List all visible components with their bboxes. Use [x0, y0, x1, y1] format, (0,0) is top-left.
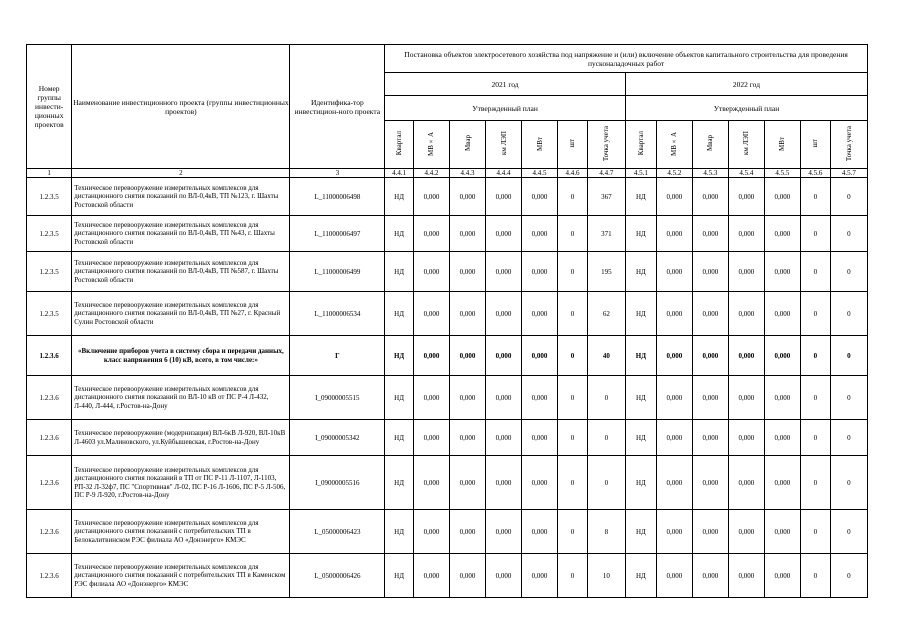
value-2021-cell: 0,000: [413, 554, 449, 598]
project-name-cell: Техническое перевооружение измерительных комплексов для дистанционного снятия показаний по ВЛ-10 кВ от ПС Р-4 Л-432, Л-440, Л-444, г.Ростов-на-Дону: [72, 376, 290, 420]
value-2022-cell: 0,000: [656, 554, 692, 598]
header-unit-label: МВ×А: [427, 131, 436, 156]
value-2022-cell: 0: [830, 554, 867, 598]
value-2022-cell: 0,000: [656, 216, 692, 252]
value-2022-cell: НД: [625, 178, 656, 216]
value-2022-cell: 0,000: [728, 336, 764, 376]
group-number-cell: 1.2.3.6: [27, 420, 72, 456]
value-2021-cell: НД: [385, 336, 414, 376]
value-2021-cell: 0,000: [522, 510, 558, 554]
value-2022-cell: 0: [830, 420, 867, 456]
table-row: [27, 376, 868, 420]
group-number-cell: 1.2.3.6: [27, 510, 72, 554]
column-number: 4.4.3: [450, 169, 486, 178]
value-2022-cell: 0,000: [656, 510, 692, 554]
value-2021-cell: 0,000: [413, 420, 449, 456]
value-2021-cell: 0,000: [486, 456, 522, 510]
value-2022-cell: НД: [625, 376, 656, 420]
value-2022-cell: 0: [800, 554, 830, 598]
column-number: 4.5.6: [800, 169, 830, 178]
column-number: 4.5.2: [656, 169, 692, 178]
header-unit-cell: [800, 121, 830, 169]
value-2022-cell: 0: [800, 510, 830, 554]
column-number: 4.4.4: [486, 169, 522, 178]
column-number: 2: [72, 169, 290, 178]
value-2021-cell: 0: [558, 376, 588, 420]
value-2022-cell: НД: [625, 216, 656, 252]
value-2021-cell: 0,000: [486, 336, 522, 376]
value-2021-cell: 0: [587, 420, 625, 456]
value-2021-cell: 0,000: [486, 420, 522, 456]
header-unit-cell: [587, 121, 625, 169]
group-number-cell: 1.2.3.5: [27, 292, 72, 336]
value-2021-cell: 0,000: [486, 216, 522, 252]
value-2022-cell: 0,000: [656, 376, 692, 420]
value-2021-cell: 0,000: [450, 554, 486, 598]
header-unit-label: км ЛЭП: [742, 131, 751, 156]
value-2021-cell: 0: [558, 510, 588, 554]
value-2021-cell: 0,000: [413, 456, 449, 510]
header-unit-label: Точка учета: [844, 125, 853, 162]
header-approved-plan-2021: Утвержденный план: [385, 96, 626, 121]
value-2021-cell: 0,000: [486, 292, 522, 336]
value-2021-cell: 0: [587, 376, 625, 420]
value-2021-cell: 8: [587, 510, 625, 554]
value-2021-cell: НД: [385, 252, 414, 292]
value-2022-cell: НД: [625, 252, 656, 292]
value-2022-cell: 0,000: [764, 376, 800, 420]
header-year-2022: 2022 год: [625, 73, 867, 96]
value-2021-cell: НД: [385, 178, 414, 216]
value-2021-cell: 0,000: [522, 216, 558, 252]
value-2022-cell: 0,000: [692, 510, 728, 554]
value-2021-cell: 0,000: [486, 554, 522, 598]
header-unit-label: Точка учета: [602, 125, 611, 162]
value-2021-cell: 0: [558, 216, 588, 252]
value-2021-cell: 371: [587, 216, 625, 252]
header-unit-cell: [385, 121, 414, 169]
value-2022-cell: 0,000: [656, 420, 692, 456]
header-unit-cell: [450, 121, 486, 169]
value-2021-cell: 0,000: [413, 510, 449, 554]
project-id-cell: I_09000005342: [290, 420, 385, 456]
value-2022-cell: 0,000: [656, 292, 692, 336]
project-name-cell: Техническое перевооружение (модернизация) ВЛ-6кВ Л-920, ВЛ-10кВ Л-4603 ул.Малиновского, ул.Куйбышевская, г.Ростов-на-Дону: [72, 420, 290, 456]
group-number-cell: 1.2.3.6: [27, 336, 72, 376]
value-2021-cell: 367: [587, 178, 625, 216]
project-id-cell: L_11000006498: [290, 178, 385, 216]
table-row: [27, 456, 868, 510]
value-2021-cell: 0,000: [450, 510, 486, 554]
group-number-cell: 1.2.3.5: [27, 252, 72, 292]
column-number: 4.5.7: [830, 169, 867, 178]
value-2021-cell: 0,000: [486, 510, 522, 554]
header-unit-label: Квартал: [395, 131, 404, 156]
column-number: 4.4.2: [413, 169, 449, 178]
value-2022-cell: НД: [625, 292, 656, 336]
table-row: [27, 420, 868, 456]
project-name-cell: Техническое перевооружение измерительных комплексов для дистанционного снятия показаний по ВЛ-0,4кВ, ТП №27, г. Красный Сулин Ростовской области: [72, 292, 290, 336]
column-number: 4.4.6: [558, 169, 588, 178]
column-number: 4.4.7: [587, 169, 625, 178]
table-row: [27, 510, 868, 554]
column-number: 4.5.3: [692, 169, 728, 178]
header-identifier: Идентифика-тор инвестицион-ного проекта: [290, 45, 385, 169]
value-2021-cell: НД: [385, 376, 414, 420]
header-unit-cell: [558, 121, 588, 169]
value-2021-cell: 0,000: [413, 376, 449, 420]
value-2022-cell: 0,000: [692, 336, 728, 376]
value-2022-cell: НД: [625, 456, 656, 510]
value-2022-cell: 0,000: [728, 178, 764, 216]
header-unit-label: шт: [811, 139, 820, 148]
value-2021-cell: 0: [558, 554, 588, 598]
table-row: [27, 178, 868, 216]
value-2022-cell: 0: [830, 252, 867, 292]
value-2021-cell: 10: [587, 554, 625, 598]
value-2021-cell: НД: [385, 554, 414, 598]
value-2022-cell: 0: [800, 178, 830, 216]
value-2021-cell: 0,000: [413, 292, 449, 336]
value-2022-cell: 0: [830, 456, 867, 510]
value-2022-cell: НД: [625, 554, 656, 598]
value-2022-cell: 0,000: [728, 510, 764, 554]
project-name-cell: Техническое перевооружение измерительных комплексов для дистанционного снятия показаний с потребительских ТП в Каменском РЭС филиала АО «Донэнерго» КМЭС: [72, 554, 290, 598]
column-number: 1: [27, 169, 72, 178]
value-2022-cell: 0,000: [728, 292, 764, 336]
value-2021-cell: 0,000: [486, 376, 522, 420]
project-name-cell: Техническое перевооружение измерительных комплексов для дистанционного снятия показаний по ВЛ-0,4кВ, ТП №587, г. Шахты Ростовской области: [72, 252, 290, 292]
value-2021-cell: 0: [558, 178, 588, 216]
value-2022-cell: 0,000: [656, 456, 692, 510]
value-2021-cell: 0,000: [486, 178, 522, 216]
header-year-2021: 2021 год: [385, 73, 626, 96]
value-2022-cell: 0,000: [764, 292, 800, 336]
value-2022-cell: 0,000: [728, 554, 764, 598]
value-2022-cell: 0,000: [728, 456, 764, 510]
value-2022-cell: 0: [800, 216, 830, 252]
value-2022-cell: 0: [830, 336, 867, 376]
value-2021-cell: 0,000: [486, 252, 522, 292]
value-2022-cell: 0: [830, 292, 867, 336]
value-2022-cell: 0: [830, 216, 867, 252]
value-2022-cell: 0,000: [764, 554, 800, 598]
value-2021-cell: 0: [558, 420, 588, 456]
value-2022-cell: 0: [800, 376, 830, 420]
value-2021-cell: 0,000: [450, 216, 486, 252]
header-unit-cell: [728, 121, 764, 169]
value-2022-cell: 0: [830, 178, 867, 216]
project-name-cell: Техническое перевооружение измерительных комплексов для дистанционного снятия показаний с потребительских ТП в Белокалитвинском РЭС филиала АО «Донэнерго» КМЭС: [72, 510, 290, 554]
value-2022-cell: 0,000: [692, 456, 728, 510]
value-2021-cell: 0,000: [522, 178, 558, 216]
project-name-cell: «Включение приборов учета в систему сбора и передачи данных, класс напряжения 6 (10) кВ, всего, в том числе:»: [72, 336, 290, 376]
header-unit-cell: [522, 121, 558, 169]
group-number-cell: 1.2.3.5: [27, 178, 72, 216]
header-group-number: Номер группы инвести-ционных проектов: [27, 45, 72, 169]
project-id-cell: L_11000006497: [290, 216, 385, 252]
column-number: 4.4.1: [385, 169, 414, 178]
value-2021-cell: 0,000: [522, 252, 558, 292]
value-2021-cell: 0: [587, 456, 625, 510]
project-id-cell: Г: [290, 336, 385, 376]
header-unit-label: км ЛЭП: [499, 131, 508, 156]
value-2022-cell: 0,000: [656, 178, 692, 216]
value-2022-cell: 0,000: [692, 420, 728, 456]
group-number-cell: 1.2.3.6: [27, 456, 72, 510]
header-unit-cell: [486, 121, 522, 169]
value-2021-cell: 0,000: [522, 554, 558, 598]
value-2022-cell: 0: [830, 510, 867, 554]
header-unit-cell: [692, 121, 728, 169]
value-2022-cell: 0,000: [728, 216, 764, 252]
header-unit-label: Мвар: [706, 135, 715, 152]
header-unit-label: МВ×А: [670, 131, 679, 156]
value-2022-cell: 0,000: [692, 376, 728, 420]
value-2022-cell: 0,000: [728, 252, 764, 292]
value-2021-cell: НД: [385, 292, 414, 336]
value-2021-cell: 62: [587, 292, 625, 336]
value-2022-cell: 0,000: [728, 376, 764, 420]
project-id-cell: L_11000006499: [290, 252, 385, 292]
value-2022-cell: 0,000: [764, 510, 800, 554]
column-number: 4.4.5: [522, 169, 558, 178]
value-2021-cell: 0: [558, 456, 588, 510]
header-unit-label: Мвар: [463, 135, 472, 152]
value-2022-cell: 0,000: [656, 336, 692, 376]
value-2021-cell: 0,000: [450, 456, 486, 510]
column-number: 4.5.1: [625, 169, 656, 178]
value-2021-cell: 0,000: [413, 252, 449, 292]
header-main-title: Постановка объектов электросетевого хозяйства под напряжение и (или) включение объектов капитального строительства для проведения пусконаладочных работ: [385, 45, 868, 73]
value-2021-cell: 0,000: [450, 376, 486, 420]
header-unit-cell: [625, 121, 656, 169]
value-2022-cell: 0,000: [692, 292, 728, 336]
value-2022-cell: 0,000: [692, 252, 728, 292]
header-unit-cell: [656, 121, 692, 169]
group-number-cell: 1.2.3.6: [27, 376, 72, 420]
value-2022-cell: 0,000: [728, 420, 764, 456]
table-row: [27, 252, 868, 292]
header-project-name: Наименование инвестиционного проекта (группы инвестиционных проектов): [72, 45, 290, 169]
value-2021-cell: 0,000: [413, 216, 449, 252]
value-2021-cell: 0,000: [413, 178, 449, 216]
value-2022-cell: НД: [625, 510, 656, 554]
header-unit-label: шт: [568, 139, 577, 148]
value-2021-cell: НД: [385, 510, 414, 554]
value-2021-cell: НД: [385, 456, 414, 510]
value-2022-cell: 0,000: [656, 252, 692, 292]
value-2022-cell: 0,000: [764, 216, 800, 252]
table-row: [27, 554, 868, 598]
project-name-cell: Техническое перевооружение измерительных комплексов для дистанционного снятия показаний по ВЛ-0,4кВ, ТП №43, г. Шахты Ростовской области: [72, 216, 290, 252]
value-2022-cell: 0,000: [692, 178, 728, 216]
value-2022-cell: 0: [830, 376, 867, 420]
project-id-cell: L_05000006426: [290, 554, 385, 598]
column-number: 3: [290, 169, 385, 178]
value-2022-cell: 0: [800, 252, 830, 292]
group-number-cell: 1.2.3.5: [27, 216, 72, 252]
value-2022-cell: 0,000: [764, 336, 800, 376]
project-name-cell: Техническое перевооружение измерительных комплексов для дистанционного снятия показаний в ТП от ПС Р-11 Л-1107, Л-1103, РП-32 Л-32ф7, ПС "Спортивная" Л-02, ПС Р-16 Л-1606, ПС Р-5 Л-506, ПС Р-9 Л-920, г.Ростов-на-Дону: [72, 456, 290, 510]
header-approved-plan-2022: Утвержденный план: [625, 96, 867, 121]
header-unit-cell: [764, 121, 800, 169]
value-2022-cell: НД: [625, 420, 656, 456]
group-number-cell: 1.2.3.6: [27, 554, 72, 598]
value-2021-cell: 0,000: [450, 292, 486, 336]
value-2021-cell: НД: [385, 216, 414, 252]
column-number: 4.5.5: [764, 169, 800, 178]
value-2021-cell: 0,000: [522, 376, 558, 420]
value-2022-cell: 0,000: [692, 216, 728, 252]
investment-projects-table: [26, 44, 868, 598]
value-2022-cell: 0,000: [764, 252, 800, 292]
value-2021-cell: 0,000: [450, 178, 486, 216]
table-row: [27, 292, 868, 336]
value-2021-cell: НД: [385, 420, 414, 456]
project-name-cell: Техническое перевооружение измерительных комплексов для дистанционного снятия показаний по ВЛ-0,4кВ, ТП №123, г. Шахты Ростовской области: [72, 178, 290, 216]
table-row: [27, 216, 868, 252]
header-unit-label: Квартал: [636, 131, 645, 156]
value-2021-cell: 0,000: [450, 336, 486, 376]
value-2021-cell: 0,000: [413, 336, 449, 376]
project-id-cell: L_11000006534: [290, 292, 385, 336]
value-2022-cell: 0: [800, 456, 830, 510]
value-2021-cell: 0,000: [522, 420, 558, 456]
value-2021-cell: 0: [558, 252, 588, 292]
header-unit-label: МВт: [535, 136, 544, 151]
value-2021-cell: 0: [558, 336, 588, 376]
column-number: 4.5.4: [728, 169, 764, 178]
value-2021-cell: 0,000: [522, 456, 558, 510]
value-2022-cell: 0: [800, 420, 830, 456]
value-2022-cell: 0,000: [692, 554, 728, 598]
value-2021-cell: 0: [558, 292, 588, 336]
value-2021-cell: 0,000: [450, 420, 486, 456]
project-id-cell: I_09000005515: [290, 376, 385, 420]
header-unit-cell: [413, 121, 449, 169]
header-unit-cell: [830, 121, 867, 169]
value-2022-cell: НД: [625, 336, 656, 376]
project-id-cell: L_05000006423: [290, 510, 385, 554]
value-2022-cell: 0,000: [764, 178, 800, 216]
value-2021-cell: 195: [587, 252, 625, 292]
table-row: [27, 336, 868, 376]
value-2021-cell: 0,000: [522, 336, 558, 376]
header-unit-label: МВт: [778, 136, 787, 151]
value-2022-cell: 0: [800, 336, 830, 376]
value-2022-cell: 0,000: [764, 420, 800, 456]
value-2021-cell: 0,000: [522, 292, 558, 336]
project-id-cell: I_09000005516: [290, 456, 385, 510]
value-2021-cell: 0,000: [450, 252, 486, 292]
value-2021-cell: 40: [587, 336, 625, 376]
value-2022-cell: 0,000: [764, 456, 800, 510]
value-2022-cell: 0: [800, 292, 830, 336]
